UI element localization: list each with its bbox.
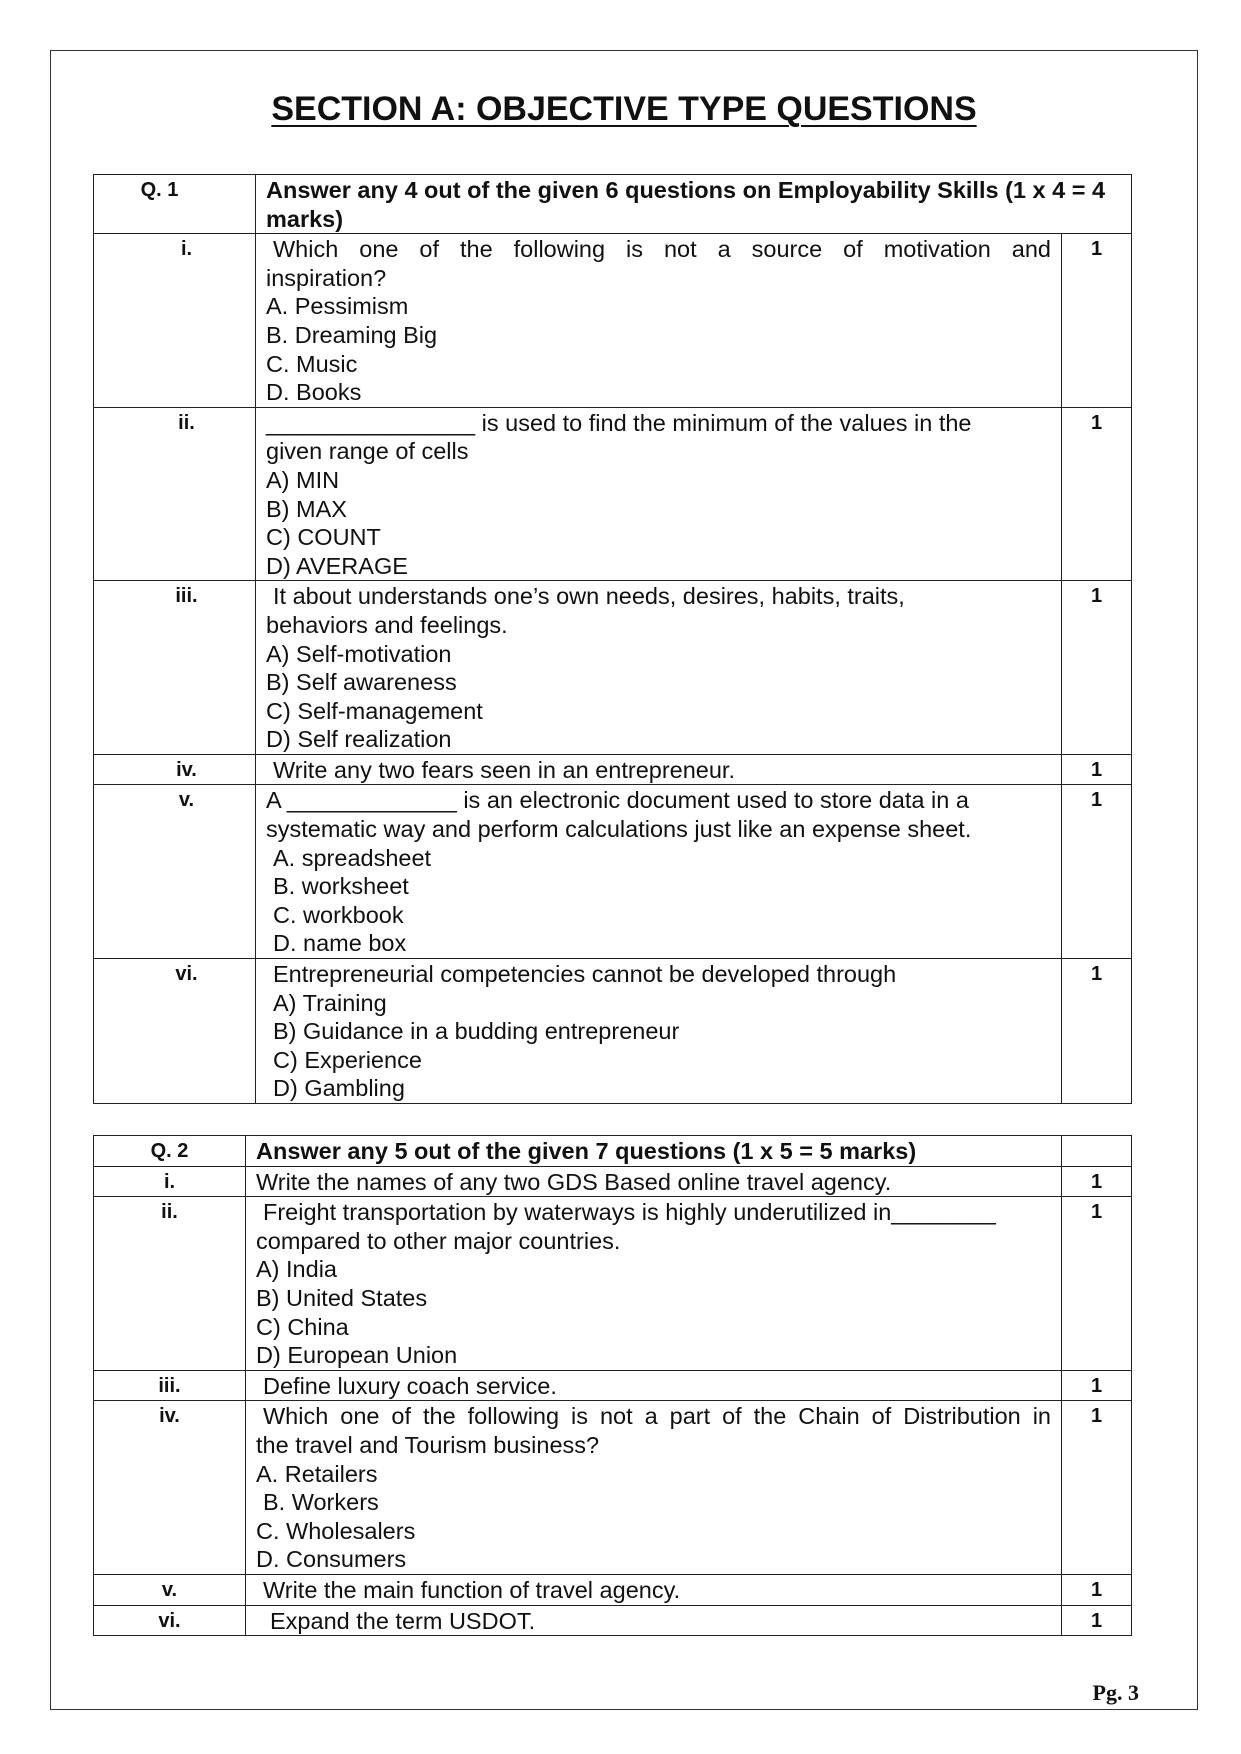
- marks-header: [1062, 1136, 1132, 1167]
- marks: 1: [1062, 581, 1132, 755]
- option: A) Self-motivation: [266, 640, 452, 667]
- item-number: i.: [94, 234, 256, 408]
- option: A) Training: [273, 989, 387, 1016]
- item-text: [256, 959, 1062, 1104]
- option: A. Retailers: [256, 1460, 378, 1487]
- item-text-line: compared to other major countries.: [256, 1227, 621, 1254]
- item-text-line: Freight transportation by waterways is highly underutilized in________: [263, 1199, 996, 1226]
- item-text: [246, 1605, 1062, 1636]
- marks: 1: [1062, 1166, 1132, 1197]
- question-instructions: Answer any 5 out of the given 7 questions (1 x 5 = 5 marks): [246, 1136, 1062, 1167]
- option: C. Wholesalers: [256, 1517, 416, 1544]
- item-number: iii.: [94, 1370, 246, 1401]
- option: D. Consumers: [256, 1546, 407, 1573]
- item-text-line: inspiration?: [266, 264, 387, 291]
- question-row: [94, 1197, 1132, 1371]
- question-row: [94, 959, 1132, 1104]
- item-number: ii.: [94, 407, 256, 581]
- option: C. workbook: [273, 901, 404, 928]
- option: A) India: [256, 1256, 337, 1283]
- marks: 1: [1062, 1370, 1132, 1401]
- item-number: iv.: [94, 754, 256, 785]
- option: B. Dreaming Big: [266, 321, 438, 348]
- item-text: [246, 1370, 1062, 1401]
- item-text-line: Write the names of any two GDS Based online travel agency.: [256, 1168, 892, 1195]
- option: B) MAX: [266, 495, 347, 522]
- option: A. spreadsheet: [273, 844, 432, 871]
- question-row: [94, 1605, 1132, 1636]
- item-text: [246, 1401, 1062, 1575]
- item-text-line: A _____________ is an electronic document used to store data in a: [266, 787, 969, 814]
- option: D) European Union: [256, 1342, 458, 1369]
- item-text: [246, 1166, 1062, 1197]
- option: D) Gambling: [273, 1075, 405, 1102]
- option: D) AVERAGE: [266, 552, 408, 579]
- item-number: ii.: [94, 1197, 246, 1371]
- item-text-line: Write any two fears seen in an entrepreneur.: [273, 756, 735, 783]
- question-row: [94, 1166, 1132, 1197]
- item-number: i.: [94, 1166, 246, 1197]
- q1-header-row: [94, 175, 1132, 234]
- marks: 1: [1062, 959, 1132, 1104]
- question-row: [94, 754, 1132, 785]
- item-text-line: Define luxury coach service.: [263, 1372, 557, 1399]
- question-row: [94, 1370, 1132, 1401]
- item-text-line: behaviors and feelings.: [266, 611, 508, 638]
- question-instructions: Answer any 4 out of the given 6 questions on Employability Skills (1 x 4 = 4 marks): [256, 175, 1132, 234]
- section-title: [50, 90, 1198, 129]
- item-text-line: Entrepreneurial competencies cannot be developed through: [273, 961, 897, 988]
- item-text-line: Which one of the following is not a source of motivation and: [273, 236, 1051, 263]
- item-text: [256, 581, 1062, 755]
- item-number: vi.: [94, 959, 256, 1104]
- option: B) United States: [256, 1284, 428, 1311]
- question-row: [94, 234, 1132, 408]
- item-text-line: Write the main function of travel agency.: [263, 1576, 681, 1603]
- question-row: [94, 1401, 1132, 1575]
- item-text-line: given range of cells: [266, 438, 469, 465]
- option: B. worksheet: [273, 873, 409, 900]
- item-text-line: the travel and Tourism business?: [256, 1431, 600, 1458]
- question-row: [94, 1574, 1132, 1605]
- q2-table: [93, 1135, 1132, 1636]
- option: C) China: [256, 1313, 349, 1340]
- item-text: [256, 407, 1062, 581]
- q2-header-row: [94, 1136, 1132, 1167]
- item-number: iii.: [94, 581, 256, 755]
- marks: 1: [1062, 785, 1132, 959]
- item-text-line: It about understands one’s own needs, desires, habits, traits,: [273, 583, 905, 610]
- option: D. name box: [273, 930, 407, 957]
- item-text-line: Which one of the following is not a part of the Chain of Distribution in: [263, 1403, 1051, 1430]
- option: C) Self-management: [266, 697, 483, 724]
- marks: 1: [1062, 1574, 1132, 1605]
- option: B) Self awareness: [266, 669, 457, 696]
- option: B) Guidance in a budding entrepreneur: [273, 1018, 680, 1045]
- item-text-line: ________________ is used to find the minimum of the values in the: [266, 409, 972, 436]
- marks: 1: [1062, 1197, 1132, 1371]
- question-number: Q. 1: [94, 175, 256, 234]
- item-text-line: systematic way and perform calculations just like an expense sheet.: [266, 816, 972, 843]
- item-number: v.: [94, 785, 256, 959]
- item-text: [246, 1197, 1062, 1371]
- option: C) Experience: [273, 1046, 422, 1073]
- marks: 1: [1062, 1401, 1132, 1575]
- option: D) Self realization: [266, 726, 452, 753]
- question-row: [94, 581, 1132, 755]
- item-text-line: Expand the term USDOT.: [270, 1607, 536, 1634]
- page-number: Pg. 3: [1092, 1680, 1139, 1705]
- item-number: iv.: [94, 1401, 246, 1575]
- option: B. Workers: [263, 1489, 379, 1516]
- marks: 1: [1062, 1605, 1132, 1636]
- item-number: vi.: [94, 1605, 246, 1636]
- question-row: [94, 785, 1132, 959]
- option: D. Books: [266, 379, 362, 406]
- item-text: [246, 1574, 1062, 1605]
- item-text: [256, 754, 1062, 785]
- marks: 1: [1062, 407, 1132, 581]
- item-number: v.: [94, 1574, 246, 1605]
- option: A. Pessimism: [266, 293, 409, 320]
- section-title-text: SECTION A: OBJECTIVE TYPE QUESTIONS: [271, 90, 977, 128]
- q1-table: [93, 174, 1132, 1104]
- marks: 1: [1062, 754, 1132, 785]
- option: C) COUNT: [266, 524, 381, 551]
- marks: 1: [1062, 234, 1132, 408]
- question-number: Q. 2: [94, 1136, 246, 1167]
- item-text: [256, 785, 1062, 959]
- option: C. Music: [266, 350, 358, 377]
- option: A) MIN: [266, 466, 340, 493]
- item-text: [256, 234, 1062, 408]
- question-row: [94, 407, 1132, 581]
